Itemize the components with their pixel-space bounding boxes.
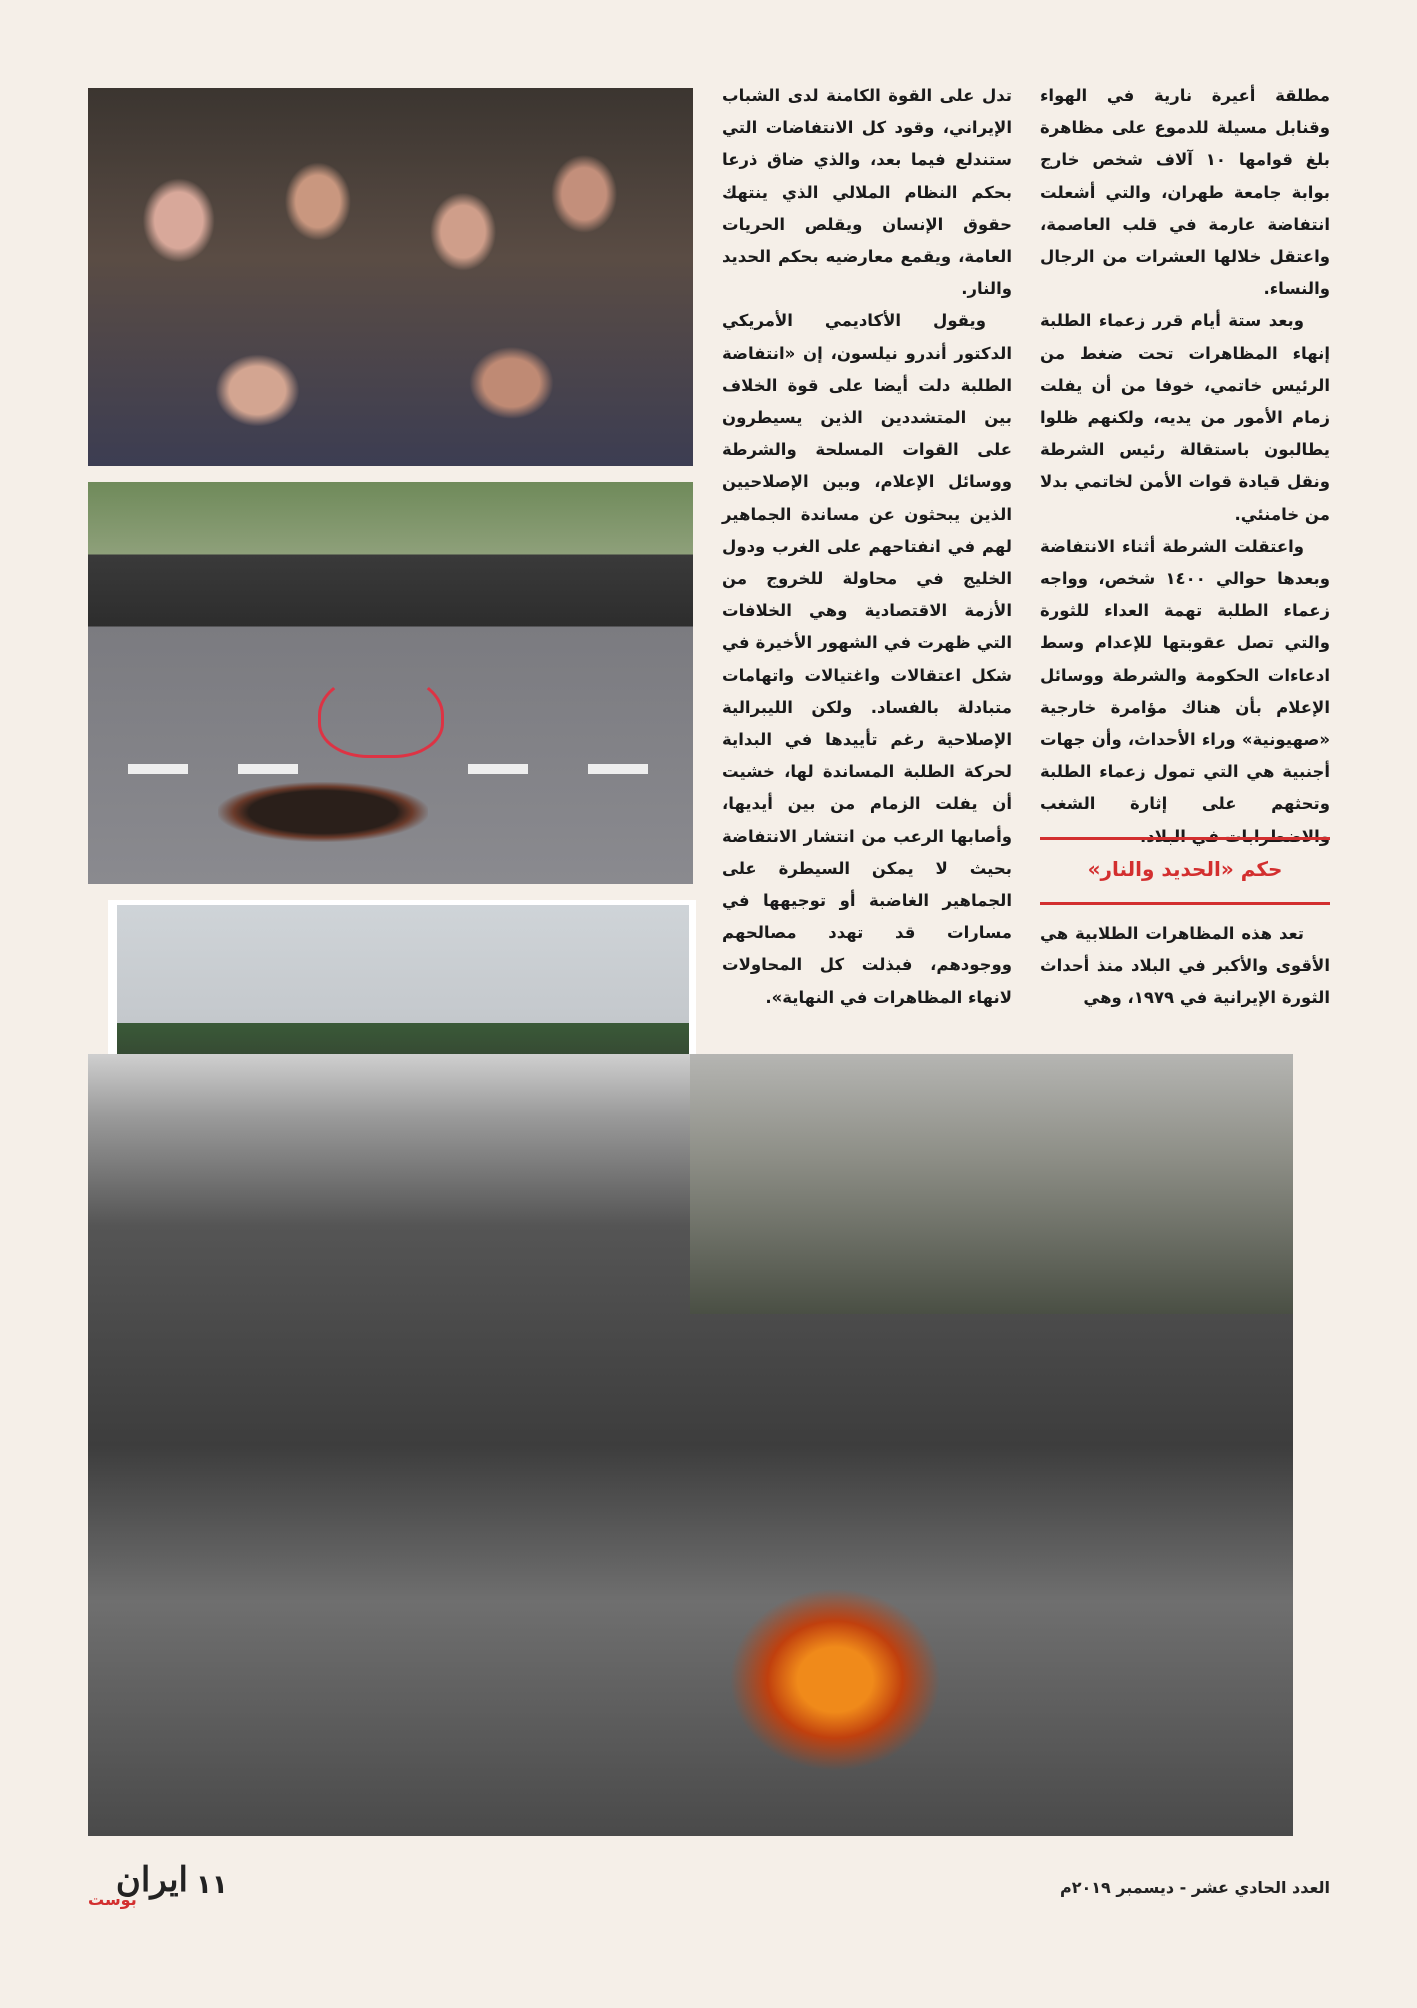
protest-crowd-photo — [88, 88, 693, 466]
riot-police-street-photo — [88, 482, 693, 884]
logo-sub-text: بوست — [88, 1890, 137, 1909]
paragraph: تدل على القوة الكامنة لدى الشباب الإيراني، وقود كل الانتفاضات التي ستندلع فيما بعد، والذي ضاق ذرعا بحكم النظام الملالي الذي ينتهك حقوق الإنسان ويقلص الحريات العامة، ويقمع معارضيه بحكم الحديد والنار. — [722, 86, 1012, 299]
logo-main-text: ايران — [115, 1860, 188, 1900]
road-marking — [468, 764, 528, 774]
section-heading-box — [1040, 837, 1330, 905]
article-column-left — [722, 80, 1012, 1014]
section-heading: حكم «الحديد والنار» — [1087, 857, 1283, 881]
paragraph: ويقول الأكاديمي الأمريكي الدكتور أندرو نيلسون، إن «انتفاضة الطلبة دلت أيضا على قوة الخلاف بين المتشددين الذين يسيطرون على القوات المسلحة والشرطة ووسائل الإعلام، وبين الإصلاحيين الذين يبحثون عن مساندة الجماهير لهم في انفتاحهم على الغرب ودول الخليج في محاولة للخروج من الأزمة الاقتصادية وهي الخلافات التي ظهرت في الشهور الأخيرة في شكل اعتقالات واغتيالات واتهامات متبادلة بالفساد. ولكن الليبرالية الإصلاحية رغم تأييدها في البداية لحركة الطلبة المساندة لها، خشيت أن يفلت الزمام من بين أيديها، وأصابها الرعب من انتشار الانتفاضة بحيث لا يمكن السيطرة على الجماهير الغاضبة أو توجيهها في مسارات قد تهدد مصالحهم ووجودهم، فبذلت كل المحاولات لانهاء المظاهرات في النهاية». — [722, 311, 1012, 1007]
cyclist — [318, 672, 444, 758]
road-marking — [588, 764, 648, 774]
paragraph: وبعد ستة أيام قرر زعماء الطلبة إنهاء المظاهرات تحت ضغط من الرئيس خاتمي، خوفا من أن يفلت زمام الأمور من يديه، ولكنهم ظلوا يطالبون باستقالة رئيس الشرطة ونقل قيادة قوات الأمن لخاتمي بدلا من خامنئي. — [1040, 311, 1330, 524]
building-crowd-photo — [690, 1054, 1293, 1314]
issue-info: العدد الحادي عشر - ديسمبر ٢٠١٩م — [1059, 1878, 1330, 1897]
magazine-logo — [88, 1860, 188, 1916]
road-marking — [128, 764, 188, 774]
paragraph: تعد هذه المظاهرات الطلابية هي الأقوى والأكبر في البلاد منذ أحداث الثورة الإيرانية في ١٩٧٩، وهي — [1040, 924, 1330, 1008]
article-column-right — [1040, 80, 1330, 853]
paragraph: مطلقة أعيرة نارية في الهواء وقنابل مسيلة للدموع على مظاهرة بلغ قوامها ١٠ آلاف شخص خارج بوابة جامعة طهران، والتي أشعلت انتفاضة عارمة في قلب العاصمة، واعتقل خلالها العشرات من الرجال والنساء. — [1040, 86, 1330, 299]
paragraph: واعتقلت الشرطة أثناء الانتفاضة وبعدها حوالي ١٤٠٠ شخص، وواجه زعماء الطلبة تهمة العداء للثورة والتي تصل عقوبتها للإعدام وسط ادعاءات الحكومة والشرطة ووسائل الإعلام بأن هناك مؤامرة خارجية «صهيونية» وراء الأحداث، وأن جهات أجنبية هي التي تمول زعماء الطلبة وتحثهم على إثارة الشغب والاضطرابات في البلاد. — [1040, 536, 1331, 846]
page-number: ١١ — [196, 1870, 228, 1900]
burned-motorbike — [218, 782, 428, 842]
road-marking — [238, 764, 298, 774]
article-column-right-lower — [1040, 918, 1330, 1015]
